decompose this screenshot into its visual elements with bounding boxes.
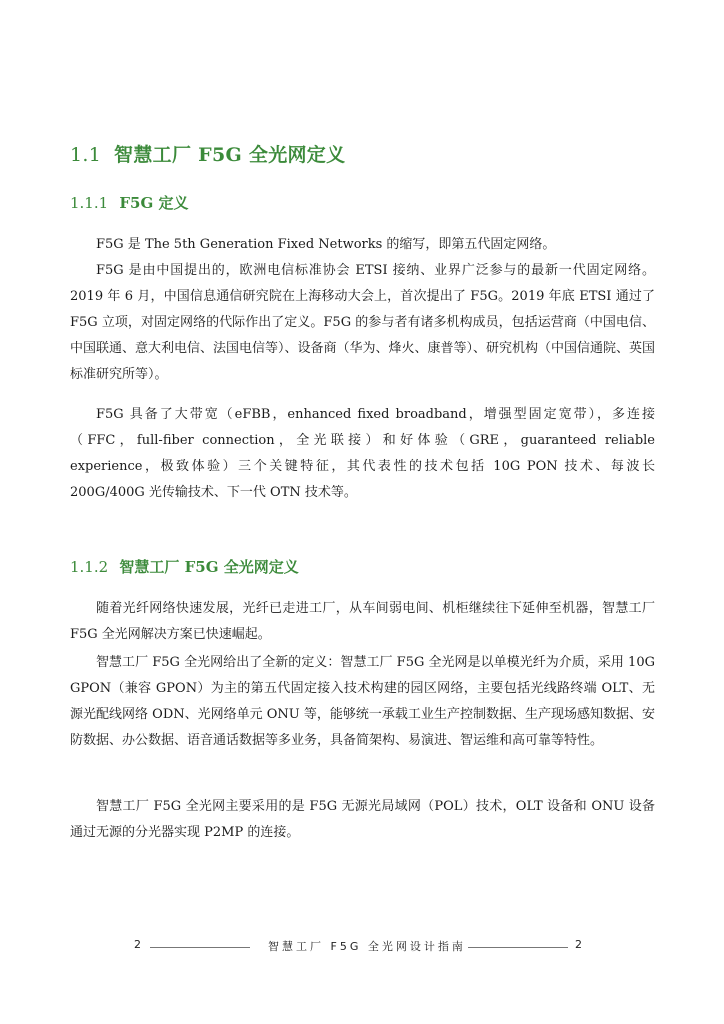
subsection-heading-2 bbox=[70, 556, 299, 577]
paragraph-1-2: F5G 是由中国提出的，欧洲电信标准协会 ETSI 接纳、业界广泛参与的最新一代固定网络。2019 年 6 月，中国信息通信研究院在上海移动大会上，首次提出了 F5G。2019 年底 ETSI 通过了 F5G 立项，对固定网络的代际作出了定义。F5G 的参与者有诸多机构成员，包括运营商（中国电信、中国联通、意大利电信、法国电信等）、设备商（华为、烽火、康普等）、研究机构（中国信通院、英国标准研究所等）。 bbox=[70, 263, 656, 382]
section-title: 智慧工厂 F5G 全光网定义 bbox=[114, 144, 346, 166]
subsection-number-1: 1.1.1 bbox=[70, 194, 109, 212]
subsection-number-2: 1.1.2 bbox=[70, 558, 109, 576]
page-number-left: 2 bbox=[134, 938, 141, 951]
paragraph-1-3: F5G 具备了大带宽（eFBB，enhanced fixed broadband，增强型固定宽带），多连接（FFC，full-fiber connection，全光联接）和好体验（GRE，guaranteed reliable experience，极致体验）三个关键特征，其代表性的技术包括 10G PON 技术、每波长 200G/400G 光传输技术、下一代 OTN 技术等。 bbox=[70, 407, 655, 500]
section-heading bbox=[70, 140, 345, 167]
section-number: 1.1 bbox=[70, 144, 102, 166]
footer-rule-right bbox=[468, 947, 568, 948]
subsection-heading-1 bbox=[70, 192, 189, 213]
subsection-title-1: F5G 定义 bbox=[119, 194, 189, 212]
paragraph-1-1: F5G 是 The 5th Generation Fixed Networks 的缩写，即第五代固定网络。 bbox=[96, 237, 556, 252]
page-footer bbox=[0, 938, 724, 958]
paragraph-2-1: 随着光纤网络快速发展，光纤已走进工厂，从车间弱电间、机柜继续往下延伸至机器，智慧工厂 F5G 全光网解决方案已快速崛起。 bbox=[70, 601, 655, 642]
paragraph-2-2: 智慧工厂 F5G 全光网给出了全新的定义：智慧工厂 F5G 全光网是以单模光纤为介质，采用 10G GPON（兼容 GPON）为主的第五代固定接入技术构建的园区网络，主要包括光线路终端 OLT、无源光配线网络 ODN、光网络单元 ONU 等，能够统一承载工业生产控制数据、生产现场感知数据、安防数据、办公数据、语音通话数据等多业务，具备简架构、易演进、智运维和高可靠等特性。 bbox=[70, 655, 655, 748]
footer-rule-left bbox=[150, 947, 250, 948]
page-number-right: 2 bbox=[575, 938, 582, 951]
footer-title: 智慧工厂 F5G 全光网设计指南 bbox=[268, 940, 466, 953]
paragraph-2-3: 智慧工厂 F5G 全光网主要采用的是 F5G 无源光局域网（POL）技术，OLT 设备和 ONU 设备通过无源的分光器实现 P2MP 的连接。 bbox=[70, 799, 655, 840]
subsection-title-2: 智慧工厂 F5G 全光网定义 bbox=[119, 558, 299, 576]
